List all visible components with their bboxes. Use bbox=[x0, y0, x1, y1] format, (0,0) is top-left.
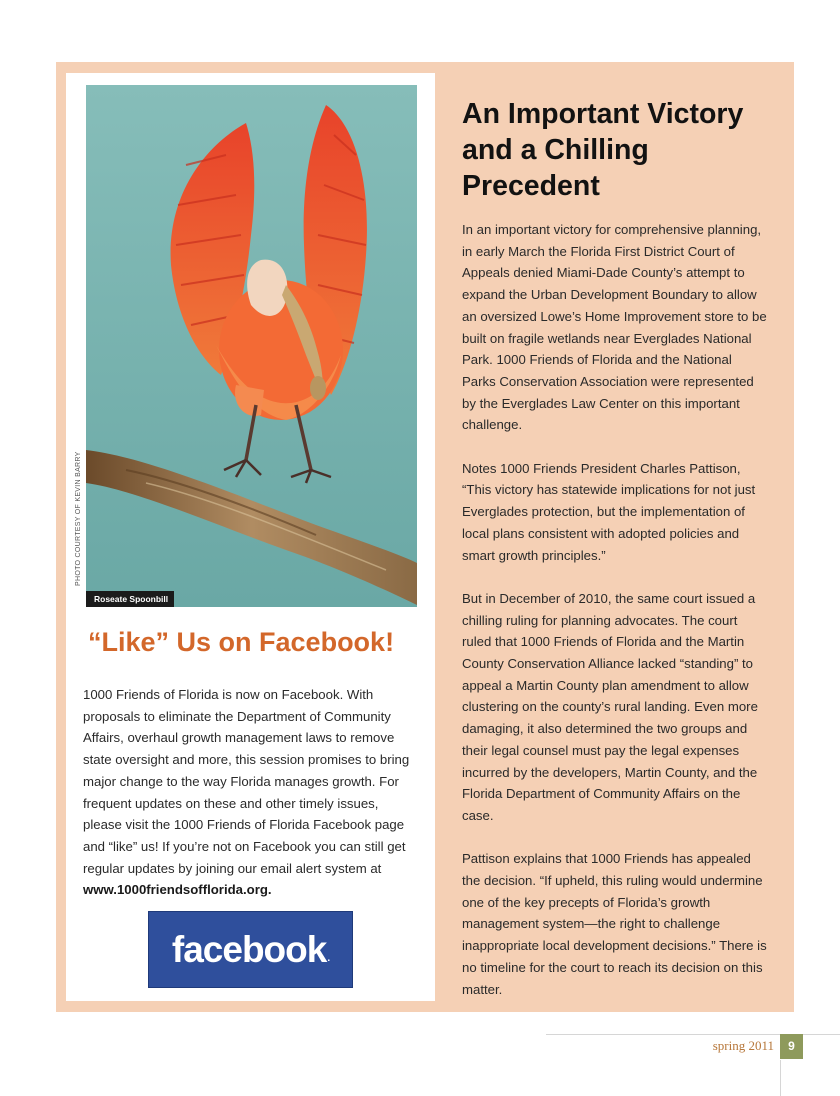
facebook-logo-dot: . bbox=[327, 953, 330, 964]
facebook-logo[interactable] bbox=[148, 911, 353, 988]
article-paragraph: Pattison explains that 1000 Friends has appealed the decision. “If upheld, this ruling would undermine one of the key precepts of Florida’s growth management system—the right to challenge inappropriate local development decisions.” There is no timeline for the court to reach its decision on this matter. bbox=[462, 851, 767, 997]
issue-season: spring 2011 bbox=[712, 1038, 774, 1053]
facebook-heading: “Like” Us on Facebook! bbox=[88, 627, 395, 657]
photo-credit: PHOTO COURTESY OF KEVIN BARRY bbox=[75, 451, 82, 586]
website-link[interactable]: www.1000friendsofflorida.org. bbox=[83, 882, 272, 898]
article-paragraph: But in December of 2010, the same court issued a chilling ruling for planning advocates. The court ruled that 1000 Friends of Florida and the Martin County Conservation Alliance lacked “standing” to appeal a Martin County plan amendment to allow clustering on the county’s rural landing. Even more damaging, it also determined the two groups and their legal counsel must pay the legal expenses incurred by the developers, Martin County, and the Florida Department of Community Affairs on the case. bbox=[462, 590, 758, 823]
spoonbill-photo bbox=[86, 85, 417, 607]
facebook-body bbox=[83, 684, 419, 901]
article-paragraph: In an important victory for comprehensive planning, in early March the Florida First District Court of Appeals denied Miami-Dade County’s attempt to expand the Urban Development Boundary to allow an oversized Lowe’s Home Improvement store to be built on fragile wetlands near Everglades National Park. 1000 Friends of Florida and the National Parks Conservation Association were represented by the Everglades Law Center on this important challenge. bbox=[462, 222, 767, 433]
page-number: 9 bbox=[780, 1034, 803, 1059]
photo-caption: Roseate Spoonbill bbox=[86, 591, 174, 607]
article-body bbox=[462, 219, 768, 1022]
footer-vertical-divider bbox=[780, 1060, 781, 1096]
facebook-body-text: 1000 Friends of Florida is now on Facebook. With proposals to eliminate the Department of Community Affairs, overhaul growth management laws to remove state oversight and more, this session promises to bring major change to the way Florida manages growth. For frequent updates on these and other timely issues, please visit the 1000 Friends of Florida Facebook page and “like” us! If you’re not on Facebook you can still get regular updates by joining our email alert system at bbox=[83, 687, 410, 876]
article-paragraph: Notes 1000 Friends President Charles Pattison, “This victory has statewide implications for not just Everglades protection, but the implementation of local plans consistent with adopted policies and smart growth principles.” bbox=[462, 460, 756, 563]
article-title: An Important Victory and a Chilling Precedent bbox=[462, 98, 744, 202]
facebook-logo-text: facebook bbox=[171, 928, 327, 970]
